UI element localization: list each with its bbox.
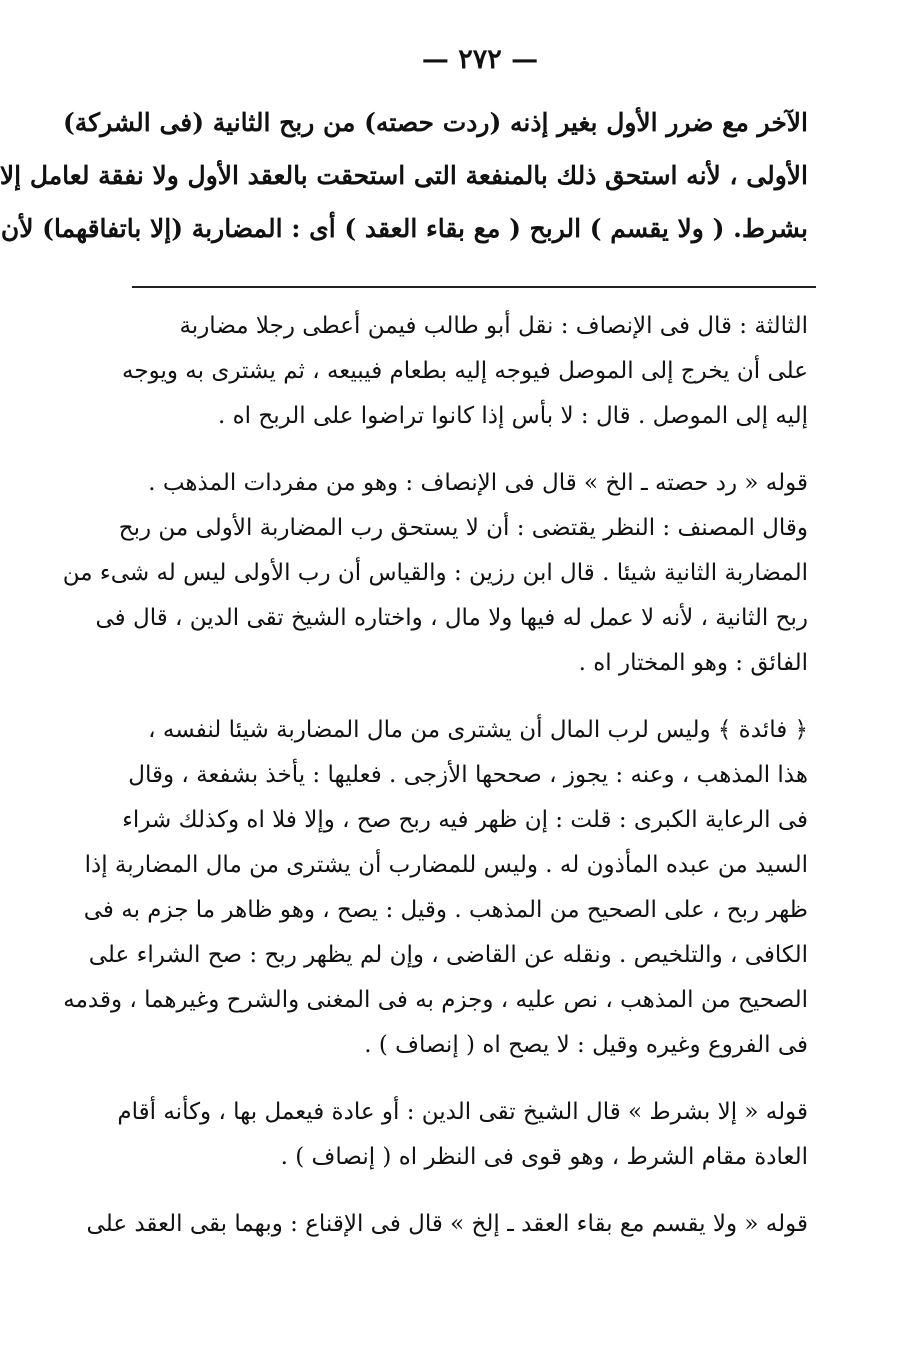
footnote-line: قوله « ولا يقسم مع بقاء العقد ـ إلخ » قال فى الإقناع : وبهما بقى العقد على xyxy=(86,1211,808,1237)
page-number: — ٢٧٢ — xyxy=(421,44,539,75)
footnote-line: قوله « إلا بشرط » قال الشيخ تقى الدين : أو عادة فيعمل بها ، وكأنه أقام xyxy=(117,1099,808,1125)
footnote-line: المضاربة الثانية شيئا . قال ابن رزين : والقياس أن رب الأولى ليس له شىء من xyxy=(62,560,808,586)
footnote-line: الكافى ، والتلخيص . ونقله عن القاضى ، وإن لم يظهر ربح : صح الشراء على xyxy=(88,942,808,968)
footnotes-block xyxy=(62,304,808,1269)
footnote-line: فى الفروع وغيره وقيل : لا يصح اه ( إنصاف ) . xyxy=(364,1032,808,1058)
footnote-line: الفائق : وهو المختار اه . xyxy=(578,650,808,676)
footnote-line: قوله « رد حصته ـ الخ » قال فى الإنصاف : وهو من مفردات المذهب . xyxy=(148,470,808,496)
footnote-line: الثالثة : قال فى الإنصاف : نقل أبو طالب فيمن أعطى رجلا مضاربة xyxy=(179,313,808,339)
footnote-paragraph xyxy=(62,461,808,686)
footnote-line: ﴿ فائدة ﴾ وليس لرب المال أن يشترى من مال المضاربة شيئا لنفسه ، xyxy=(148,717,808,743)
footnote-paragraph xyxy=(63,708,808,1068)
footnote-paragraph xyxy=(86,1202,808,1247)
footnote-paragraph xyxy=(117,1090,808,1180)
footnote-line: ظهر ربح ، على الصحيح من المذهب . وقيل : يصح ، وهو ظاهر ما جزم به فى xyxy=(83,897,808,923)
footnote-line: هذا المذهب ، وعنه : يجوز ، صححها الأزجى . فعليها : يأخذ بشفعة ، وقال xyxy=(128,762,808,788)
footnote-line: على أن يخرج إلى الموصل فيوجه إليه بطعام فيبيعه ، ثم يشترى به ويوجه xyxy=(122,358,808,384)
main-text-line: الأولى ، لأنه استحق ذلك بالمنفعة التى استحقت بالعقد الأول ولا نفقة لعامل إلا xyxy=(0,161,808,190)
footnote-line: ربح الثانية ، لأنه لا عمل له فيها ولا مال ، واختاره الشيخ تقى الدين ، قال فى xyxy=(95,605,808,631)
footnote-line: العادة مقام الشرط ، وهو قوى فى النظر اه ( إنصاف ) . xyxy=(280,1144,808,1170)
footnote-line: السيد من عبده المأذون له . وليس للمضارب أن يشترى من مال المضاربة إذا xyxy=(84,852,808,878)
footnote-line: الصحيح من المذهب ، نص عليه ، وجزم به فى المغنى والشرح وغيرهما ، وقدمه xyxy=(63,987,808,1013)
main-text-line: الآخر مع ضرر الأول بغير إذنه (ردت حصته) من ربح الثانية (فى الشركة) xyxy=(62,108,808,137)
footnote-divider xyxy=(132,286,816,288)
main-text-line: بشرط. ( ولا يقسم ) الربح ( مع بقاء العقد ) أى : المضاربة (إلا باتفاقهما) لأن xyxy=(0,214,808,243)
footnote-line: فى الرعاية الكبرى : قلت : إن ظهر فيه ربح صح ، وإلا فلا اه وكذلك شراء xyxy=(122,807,808,833)
footnote-line: إليه إلى الموصل . قال : لا بأس إذا كانوا تراضوا على الربح اه . xyxy=(217,403,808,429)
footnote-paragraph xyxy=(122,304,808,439)
main-text-block xyxy=(0,96,808,255)
footnote-line: وقال المصنف : النظر يقتضى : أن لا يستحق رب المضاربة الأولى من ربح xyxy=(118,515,808,541)
